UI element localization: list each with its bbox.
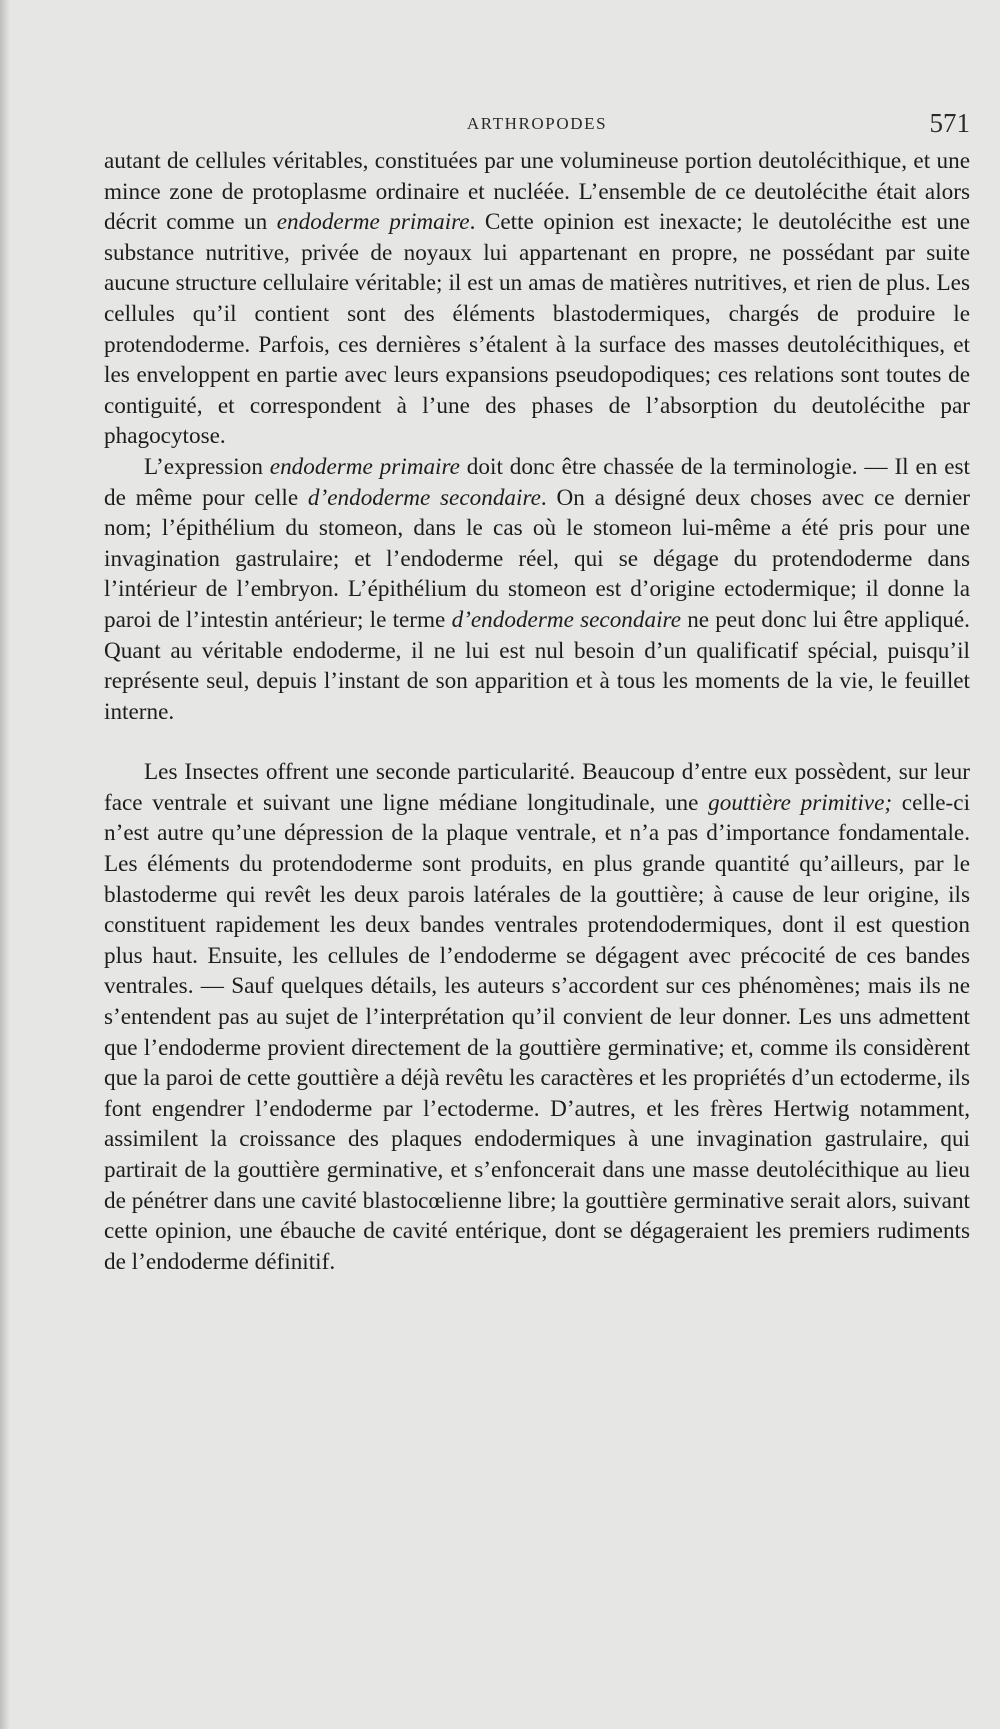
text-segment: autant de cellules véritables, constituées par une volumineuse portion deutolécithique, et une mince zone de protoplasme ordinaire et nucléée. L’ensemble de ce deutolécithe était alors décrit comme un <box>104 148 970 236</box>
text-segment: . Cette opinion est inexacte; le deutolécithe est une substance nutritive, privée de noyaux lui appartenant en propre, ne possédant par suite aucune structure cellulaire véritable; il est un amas de matières nutritives, et rien de plus. Les cellules qu’il contient sont des éléments blastodermiques, chargés de produire le protendoderme. Parfois, ces dernières s’étalent à la surface des masses deutolécithiques, et les enveloppent en partie avec leurs expansions pseudopodiques; ces relations sont toutes de contiguité, et correspondent à l’une des phases de l’absorption du deutolécithe par phagocytose. <box>104 209 970 450</box>
text-segment: L’expression <box>144 453 270 480</box>
running-head <box>104 108 970 140</box>
text-segment: doit donc être chassée de la terminologie. — Il en est de même pour celle <box>104 453 970 511</box>
running-title: ARTHROPODES <box>466 114 608 133</box>
italic-term: endoderme primaire <box>269 453 460 480</box>
text-segment: ne peut donc lui être appliqué. Quant au véritable endoderme, il ne lui est nul besoin d’un qualificatif spécial, puisqu’il représente seul, depuis l’instant de son apparition et à tous les moments de la vie, le feuillet interne. <box>104 606 970 725</box>
page-number: 571 <box>929 108 970 138</box>
italic-term: endoderme primaire <box>276 209 470 236</box>
italic-term: gouttière primitive; <box>708 789 893 816</box>
paragraph-1 <box>104 146 970 452</box>
italic-term: d’endoderme secondaire <box>451 606 681 633</box>
body-text <box>104 146 970 1277</box>
text-segment: celle-ci n’est autre qu’une dépression de la plaque ventrale, et n’a pas d’importance fondamentale. Les éléments du protendoderme sont produits, en plus grande quantité qu’ailleurs, par le blastoderme qui revêt les deux parois latérales de la gouttière; à cause de leur origine, ils constituent rapidement les deux bandes ventrales protendodermiques, dont il est question plus haut. Ensuite, les cellules de l’endoderme se dégagent avec précocité de ces bandes ventrales. — Sauf quelques détails, les auteurs s’accordent sur ces phénomènes; mais ils ne s’entendent pas au sujet de l’interprétation qu’il convient de leur donner. Les uns admettent que l’endoderme provient directement de la gouttière germinative; et, comme ils considèrent que la paroi de cette gouttière a déjà revêtu les caractères et les propriétés d’un ectoderme, ils font engendrer l’endoderme par l’ectoderme. D’autres, et les frères Hertwig notamment, assimilent la croissance des plaques endodermiques à une invagination gastrulaire, qui partirait de la gouttière germinative, et s’enfoncerait dans une masse deutolécithique au lieu de pénétrer dans une cavité blastocœlienne libre; la gouttière germinative serait alors, suivant cette opinion, une ébauche de cavité entérique, dont se dégageraient les premiers rudiments de l’endoderme définitif. <box>104 789 971 1275</box>
text-segment: Les Insectes offrent une seconde particularité. Beaucoup d’entre eux possèdent, sur leur face ventrale et suivant une ligne médiane longitudinale, une <box>104 759 970 816</box>
text-segment: . On a désigné deux choses avec ce dernier nom; l’épithélium du stomeon, dans le cas où le stomeon lui-même a été pris pour une invagination gastrulaire; et l’endoderme réel, qui se dégage du protendoderme dans l’intérieur de l’embryon. L’épithélium du stomeon est d’origine ectodermique; il donne la paroi de l’intestin antérieur; le terme <box>104 484 971 633</box>
italic-term: d’endoderme secondaire <box>307 484 541 511</box>
paragraph-3 <box>104 757 970 1277</box>
paragraph-2 <box>104 452 970 727</box>
page-edge <box>0 0 10 1729</box>
